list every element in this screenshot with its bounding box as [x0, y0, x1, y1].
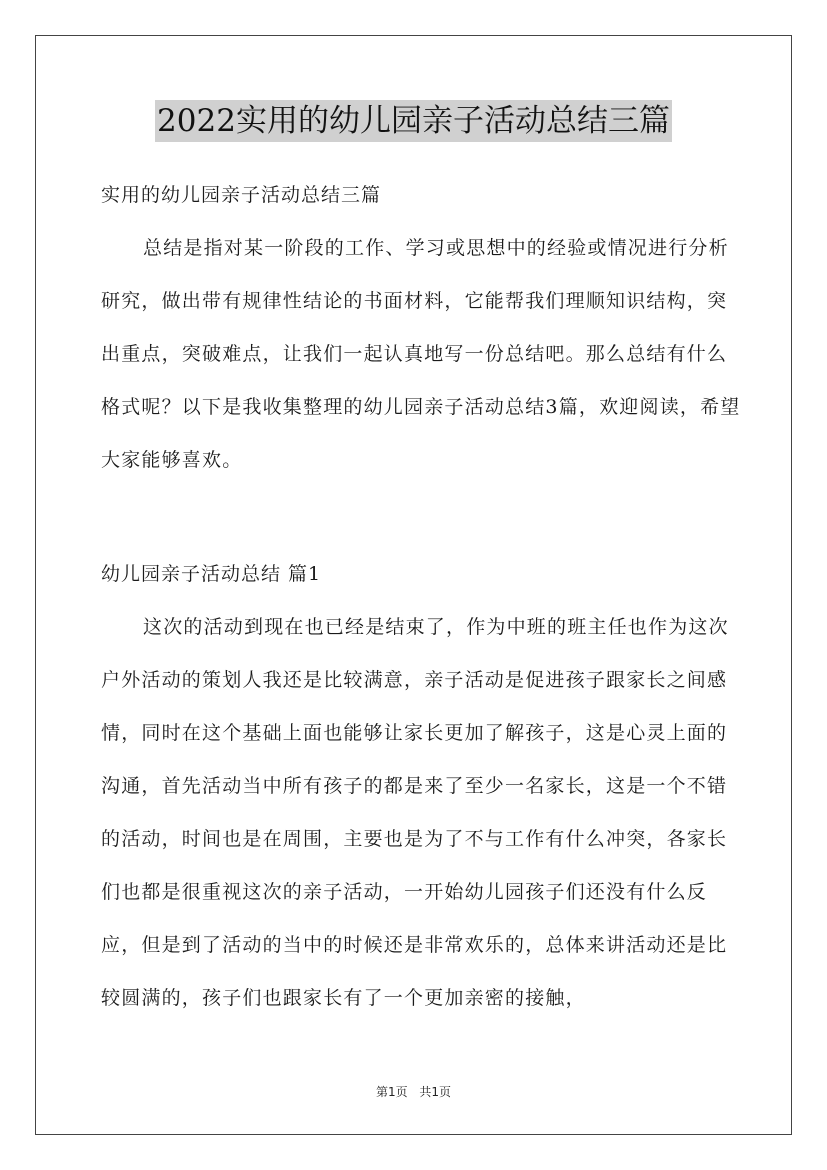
document-title: 2022实用的幼儿园亲子活动总结三篇	[155, 100, 672, 142]
page-footer	[0, 1083, 827, 1100]
intro-paragraph: 总结是指对某一阶段的工作、学习或思想中的经验或情况进行分析研究，做出带有规律性结论的书面材料，它能帮我们理顺知识结构，突出重点，突破难点，让我们一起认真地写一份总结吧。那么总结有什么格式呢？以下是我收集整理的幼儿园亲子活动总结3篇，欢迎阅读，希望大家能够喜欢。	[101, 237, 741, 471]
document-subtitle: 实用的幼儿园亲子活动总结三篇	[101, 184, 382, 206]
section-heading: 幼儿园亲子活动总结 篇1	[101, 563, 322, 585]
page-number: 第1页	[375, 1085, 408, 1099]
section-body-paragraph: 这次的活动到现在也已经是结束了，作为中班的班主任也作为这次户外活动的策划人我还是比较满意，亲子活动是促进孩子跟家长之间感情，同时在这个基础上面也能够让家长更加了解孩子，这是心灵上面的沟通，首先活动当中所有孩子的都是来了至少一名家长，这是一个不错的活动，时间也是在周围，主要也是为了不与工作有什么冲突，各家长们也都是很重视这次的亲子活动，一开始幼儿园孩子们还没有什么反应，但是到了活动的当中的时候还是非常欢乐的，总体来讲活动还是比较圆满的，孩子们也跟家长有了一个更加亲密的接触，	[101, 616, 729, 1009]
page-total: 共1页	[419, 1085, 452, 1099]
title-wrap	[0, 100, 827, 142]
